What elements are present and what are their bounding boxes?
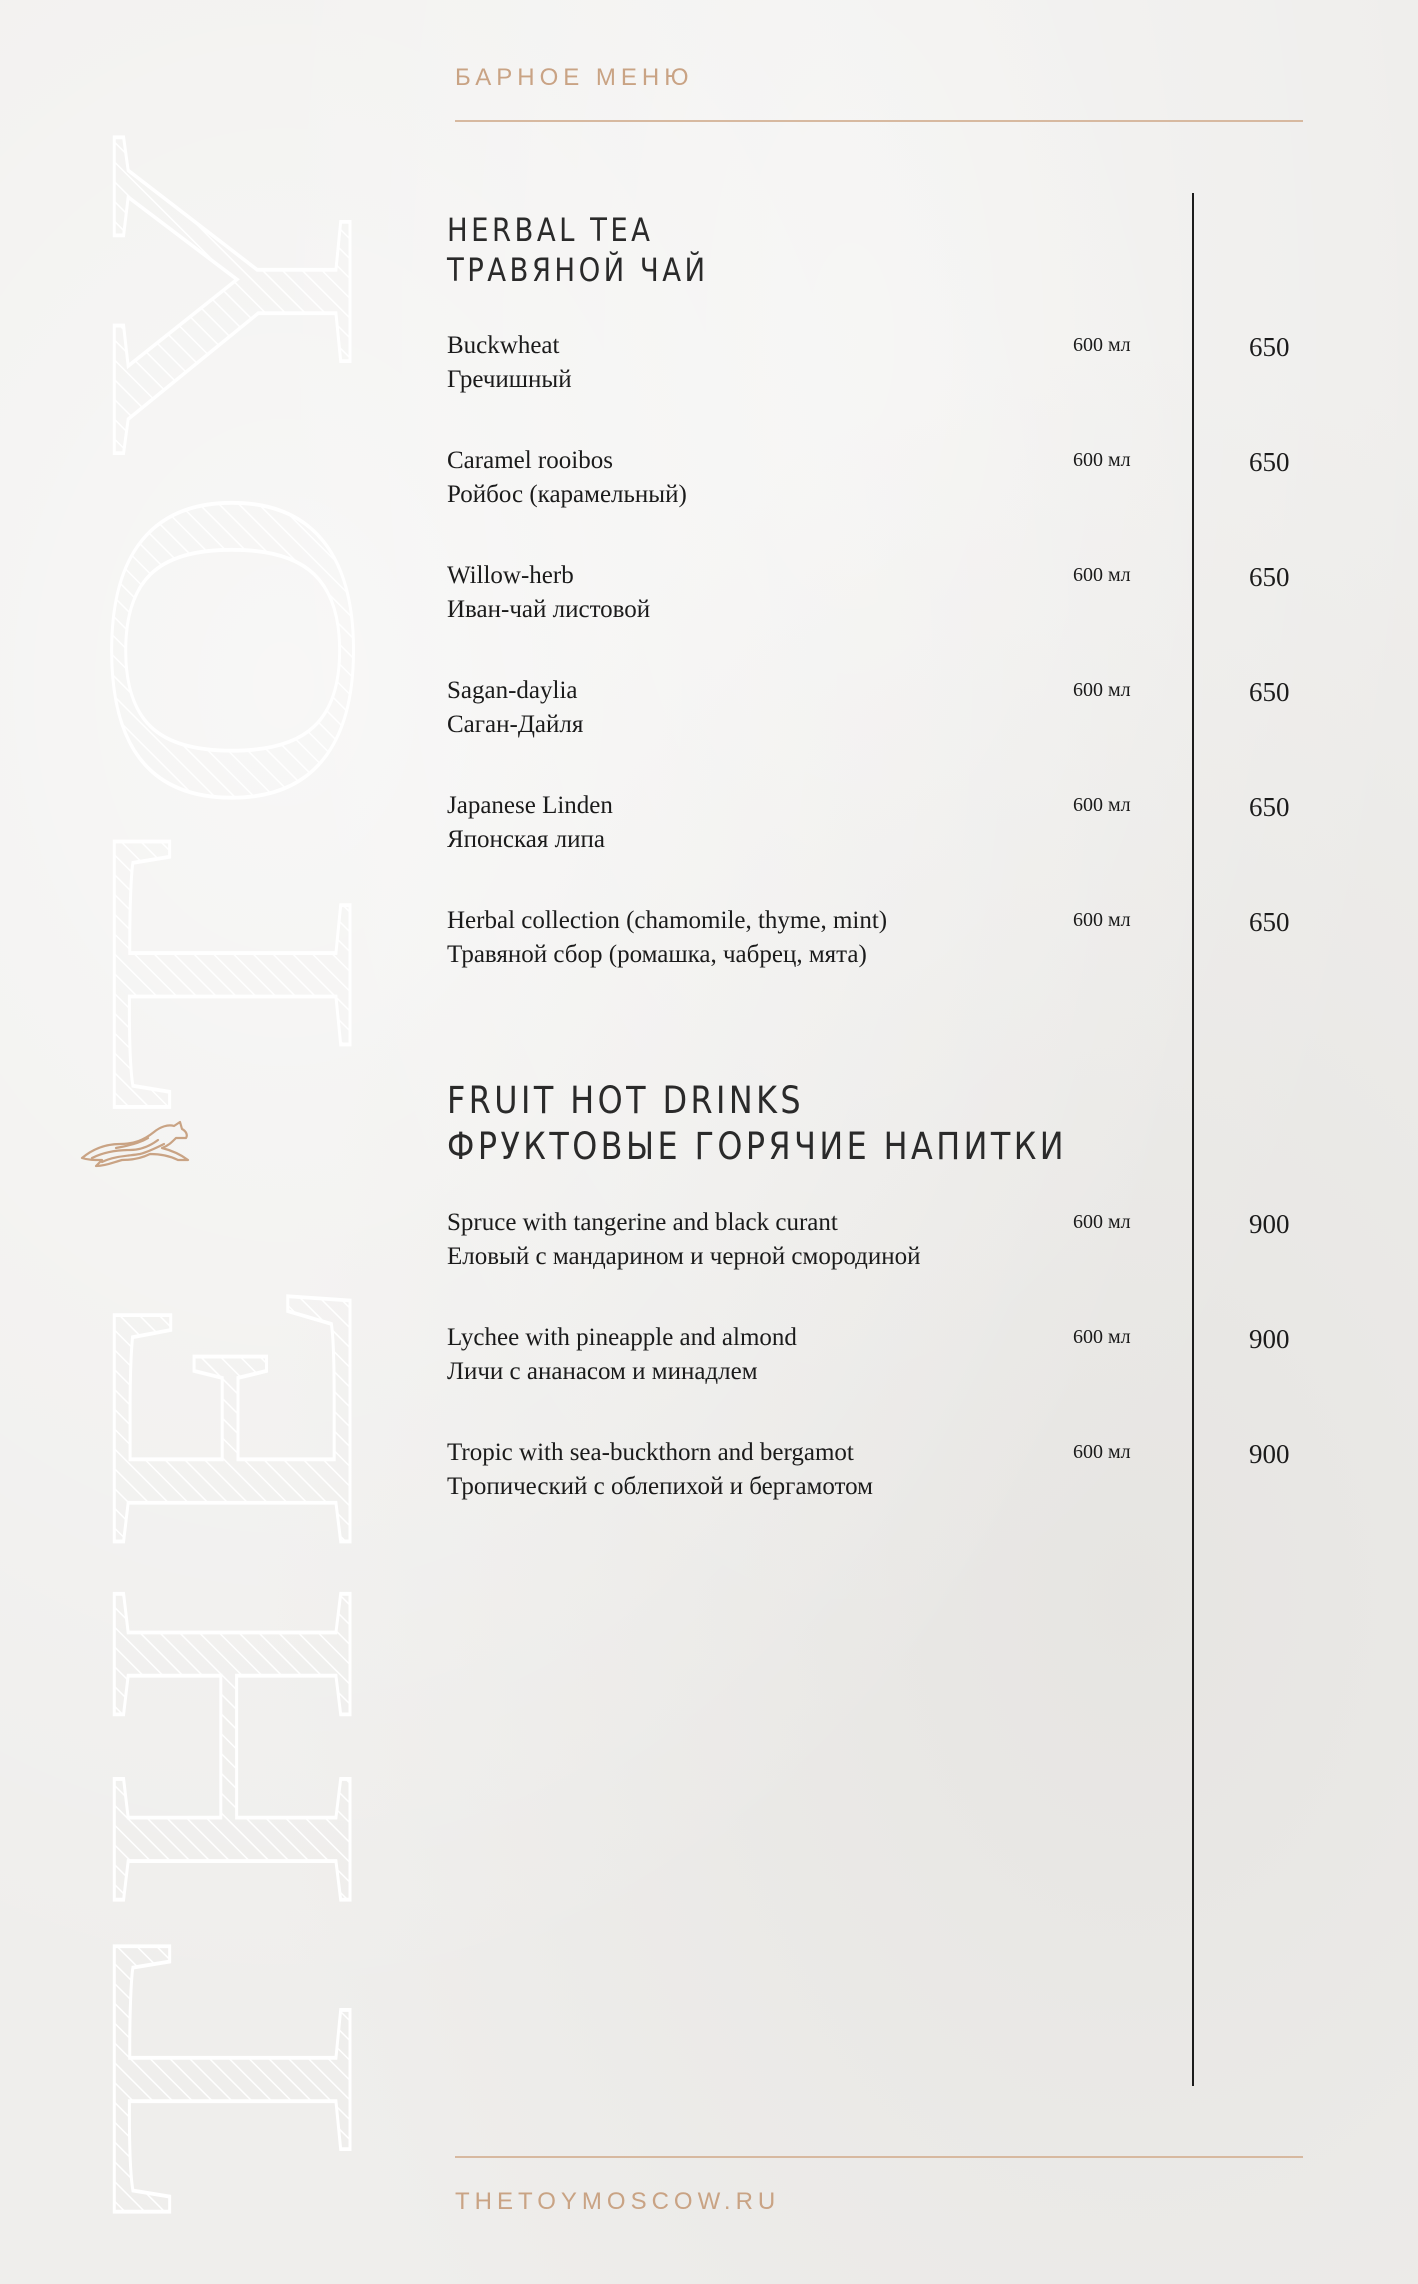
item-volume: 600 мл: [1073, 449, 1131, 471]
item-volume: 600 мл: [1073, 1326, 1131, 1348]
item-name-ru: Травяной сбор (ромашка, чабрец, мята): [447, 941, 867, 968]
item-name-ru: Еловый с мандарином и черной смородиной: [447, 1243, 921, 1270]
item-price: 900: [1249, 1209, 1290, 1239]
item-name-en: Lychee with pineapple and almond: [447, 1324, 797, 1351]
item-price: 900: [1249, 1324, 1290, 1354]
item-volume: 600 мл: [1073, 564, 1131, 586]
item-name-ru: Тропический с облепихой и бергамотом: [447, 1473, 873, 1500]
item-name-en: Tropic with sea-buckthorn and bergamot: [447, 1439, 854, 1466]
section-title-herbal-tea: [447, 210, 708, 290]
item-name-en: Buckwheat: [447, 332, 560, 359]
item-volume: 600 мл: [1073, 794, 1131, 816]
menu-item: [447, 677, 1307, 757]
item-price: 900: [1249, 1439, 1290, 1469]
item-price: 650: [1249, 677, 1290, 707]
top-divider: [455, 120, 1303, 122]
item-name-ru: Японская липа: [447, 826, 605, 853]
item-price: 650: [1249, 447, 1290, 477]
menu-item: [447, 1209, 1307, 1289]
item-price: 650: [1249, 332, 1290, 362]
item-name-en: Herbal collection (chamomile, thyme, mint): [447, 907, 888, 934]
item-price: 650: [1249, 792, 1290, 822]
dog-logo-icon: [76, 1114, 194, 1170]
item-volume: 600 мл: [1073, 334, 1131, 356]
item-name-en: Sagan-daylia: [447, 677, 578, 704]
item-price: 650: [1249, 907, 1290, 937]
menu-item: [447, 332, 1307, 412]
item-volume: 600 мл: [1073, 1211, 1131, 1233]
section-title-fruit-hot-drinks: [447, 1078, 1067, 1170]
item-volume: 600 мл: [1073, 1441, 1131, 1463]
section-title-en: FRUIT HOT DRINKS: [447, 1079, 805, 1122]
footer-website: THETOYMOSCOW.RU: [455, 2188, 781, 2215]
item-volume: 600 мл: [1073, 679, 1131, 701]
item-volume: 600 мл: [1073, 909, 1131, 931]
item-name-ru: Саган-Дайля: [447, 711, 584, 738]
item-name-ru: Гречишный: [447, 366, 572, 393]
item-name-en: Caramel rooibos: [447, 447, 613, 474]
section-title-ru: ФРУКТОВЫЕ ГОРЯЧИЕ НАПИТКИ: [447, 1125, 1068, 1168]
section-title-ru: ТРАВЯНОЙ ЧАЙ: [447, 251, 709, 289]
menu-item: [447, 907, 1307, 987]
menu-item: [447, 447, 1307, 527]
item-name-ru: Иван-чай листовой: [447, 596, 651, 623]
menu-item: [447, 562, 1307, 642]
menu-item: [447, 792, 1307, 872]
menu-item: [447, 1324, 1307, 1404]
item-name-ru: Личи с ананасом и минадлем: [447, 1358, 758, 1385]
item-name-en: Japanese Linden: [447, 792, 613, 819]
header-label: БАРНОЕ МЕНЮ: [455, 64, 694, 91]
item-name-en: Spruce with tangerine and black curant: [447, 1209, 838, 1236]
item-price: 650: [1249, 562, 1290, 592]
logo-text: THE TOY: [29, 563, 428, 2220]
section-title-en: HERBAL TEA: [447, 211, 654, 249]
item-name-ru: Ройбос (карамельный): [447, 481, 687, 508]
menu-item: [447, 1439, 1307, 1519]
bottom-divider: [455, 2156, 1303, 2158]
item-name-en: Willow-herb: [447, 562, 574, 589]
